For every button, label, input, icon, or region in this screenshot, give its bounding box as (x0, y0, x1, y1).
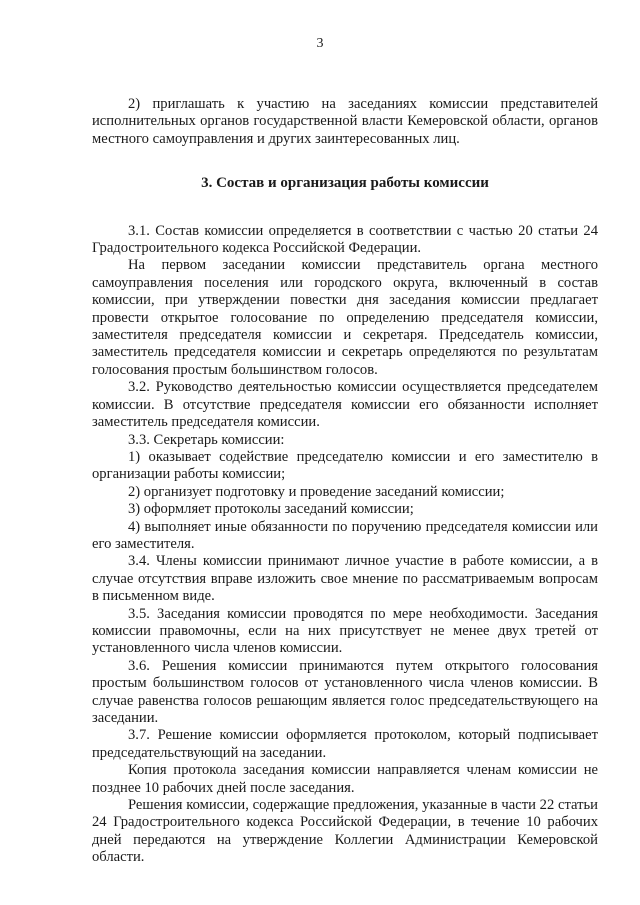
paragraph-3-3-item-2: 2) организует подготовку и проведение заседаний комиссии; (128, 483, 505, 500)
paragraph-item-2: 2) приглашать к участию на заседаниях комиссии представителей исполнительных органов государственной власти Кемеровской области, органов местного самоуправления и других заинтересованных лиц. (92, 96, 598, 147)
paragraph-3-2: 3.2. Руководство деятельностью комиссии осуществляется председателем комиссии. В отсутствие председателя комиссии его обязанности исполняет заместитель председателя комиссии. (92, 379, 598, 431)
paragraph-protocol-copy: Копия протокола заседания комиссии направляется членам комиссии не позднее 10 рабочих дней после заседания. (92, 762, 598, 796)
paragraph-3-4: 3.4. Члены комиссии принимают личное участие в работе комиссии, а в случае отсутствия вправе изложить свое мнение по рассматриваемым вопросам в письменном виде. (92, 553, 598, 605)
paragraph-3-6: 3.6. Решения комиссии принимаются путем открытого голосования простым большинством голосов от установленного числа членов комиссии. В случае равенства голосов решающим является голос председательствующего на заседании. (92, 657, 598, 726)
paragraph-3-3-item-3: 3) оформляет протоколы заседаний комиссии; (128, 501, 414, 518)
paragraph-3-3-item-1: 1) оказывает содействие председателю комиссии и его заместителю в организации работы комиссии; (92, 448, 598, 483)
paragraph-3-7: 3.7. Решение комиссии оформляется протоколом, который подписывает председательствующий на заседании. (92, 727, 598, 761)
paragraph-decisions: Решения комиссии, содержащие предложения, указанные в части 22 статьи 24 Градостроительного кодекса Российской Федерации, в течение 10 рабочих дней передаются на утверждение Коллегии Администрации Кемеровской области. (92, 797, 598, 866)
paragraph-3-5: 3.5. Заседания комиссии проводятся по мере необходимости. Заседания комиссии правомочны, если на них присутствует не менее двух третей от установленного числа членов комиссии. (92, 605, 598, 657)
paragraph-3-3-item-4: 4) выполняет иные обязанности по поручению председателя комиссии или его заместителя. (92, 518, 598, 552)
section-heading: 3. Состав и организация работы комиссии (201, 175, 489, 192)
paragraph-3-3: 3.3. Секретарь комиссии: (128, 431, 285, 448)
paragraph-first-meeting: На первом заседании комиссии представитель органа местного самоуправления поселения или городского округа, включенный в состав комиссии, при утверждении повестки дня заседания комиссии предлагает провести открытое голосование по определению председателя комиссии, заместителя председателя комиссии и секретаря. Председатель комиссии, заместитель председателя комиссии и секретарь определяются по результатам голосования простым большинством голосов. (92, 257, 598, 378)
document-body (92, 96, 598, 867)
paragraph-3-1: 3.1. Состав комиссии определяется в соответствии с частью 20 статьи 24 Градостроительного кодекса Российской Федерации. (92, 222, 598, 257)
page-number: 3 (316, 36, 324, 51)
